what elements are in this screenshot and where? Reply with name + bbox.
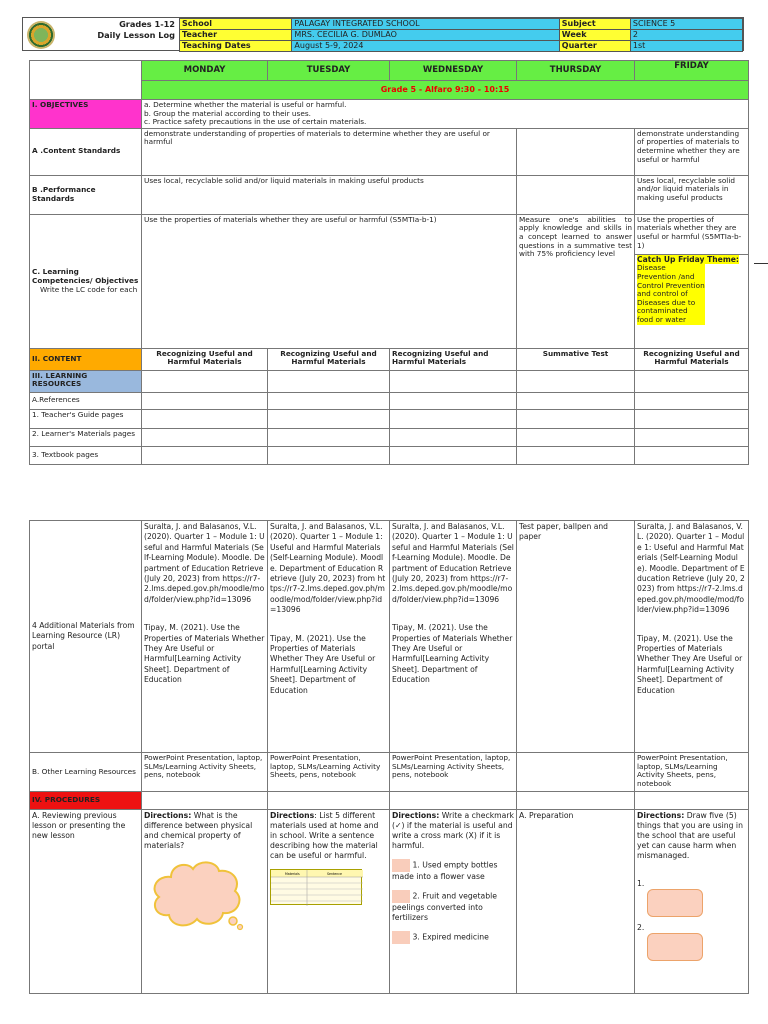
- lr-wednesday: [390, 370, 517, 392]
- competencies-text: Use the properties of materials whether they are useful or harmful (S5MTIa-b-1): [142, 214, 517, 348]
- tg-wednesday: [390, 409, 517, 428]
- ref-tipay-monday: Tipay, M. (2021). Use the Properties of Materials Whether They Are Useful or Harmful[Learning Activity Sheet]. Department of Education: [144, 623, 265, 685]
- content-label: II. CONTENT: [30, 348, 142, 370]
- lm-wednesday: [390, 428, 517, 446]
- competencies-sublabel: Write the LC code for each: [40, 284, 138, 294]
- lesson-log-header: [22, 17, 744, 51]
- content-tuesday: Recognizing Useful and Harmful Materials: [268, 348, 390, 370]
- header-info-table: [179, 18, 743, 52]
- week-value: 2: [630, 30, 742, 41]
- ref-wednesday: [390, 392, 517, 409]
- learners-materials-label: 2. Learner's Materials pages: [30, 428, 142, 446]
- performance-standards-thursday: [517, 175, 635, 214]
- proc-monday: [142, 792, 268, 810]
- table-header-materials: Materials: [285, 872, 300, 876]
- friday-directions-text: Draw five (5) things that you are using in the school that are useful yet can cause harm when mismanaged.: [637, 811, 743, 860]
- answer-box-3[interactable]: [392, 931, 410, 944]
- margin-line: [754, 263, 768, 264]
- content-standards-text: demonstrate understanding of properties of materials to determine whether they are useful or harmful: [142, 128, 517, 175]
- tuesday-directions-title: Directions: [270, 811, 315, 820]
- school-value: PALAGAY INTEGRATED SCHOOL: [292, 19, 559, 30]
- lr-thursday: [517, 370, 635, 392]
- friday-directions-title: Directions:: [637, 811, 685, 820]
- additional-thursday: Test paper, ballpen and paper: [517, 521, 635, 753]
- review-monday: [142, 810, 268, 994]
- lm-tuesday: [268, 428, 390, 446]
- tuesday-directions-text: : List 5 different materials used at home and in school. Write a sentence describing how the material can be useful or harmful.: [270, 811, 379, 860]
- performance-standards-text: Uses local, recyclable solid and/or liquid materials in making useful products: [142, 175, 517, 214]
- quarter-label: Quarter: [559, 41, 630, 52]
- drawing-box-2[interactable]: [647, 933, 703, 961]
- content-standards-thursday: [517, 128, 635, 175]
- additional-materials-label: 4 Additional Materials from Learning Resource (LR) portal: [30, 521, 142, 753]
- ref-suralta-tuesday: Suralta, J. and Balasanos, V.L. (2020). Quarter 1 – Module 1: Useful and Harmful Materials (Self-Learning Module). Moodle. Department of Education Retrieve (July 20, 2023) from https://r7-2.lms.deped.gov.ph/moodle/mod/folder/view.php?id=13096: [270, 522, 386, 615]
- performance-standards-friday: Uses local, recyclable solid and/or liquid materials in making useful products: [635, 175, 749, 214]
- catch-up-body: Disease Prevention /and Control Prevention and control of Diseases due to contaminated food or water: [637, 263, 705, 324]
- content-standards-friday: demonstrate understanding of properties of materials to determine whether they are useful or harmful: [635, 128, 749, 175]
- objectives-label: I. OBJECTIVES: [30, 100, 142, 129]
- activity-table-thumbnail: [270, 869, 362, 905]
- teacher-value: MRS. CECILIA G. DUMLAO: [292, 30, 559, 41]
- tb-wednesday: [390, 446, 517, 464]
- day-friday: FRIDAY: [635, 61, 749, 81]
- checklist-item-1-text: 1. Used empty bottles made into a flower vase: [392, 860, 498, 881]
- textbook-pages-label: 3. Textbook pages: [30, 446, 142, 464]
- tg-thursday: [517, 409, 635, 428]
- checklist-item-1: [392, 859, 514, 882]
- content-monday: Recognizing Useful and Harmful Materials: [142, 348, 268, 370]
- grades-label: Grades 1-12: [119, 19, 175, 29]
- ref-tipay-wednesday: Tipay, M. (2021). Use the Properties of Materials Whether They Are Useful or Harmful[Learning Activity Sheet]. Department of Education: [392, 623, 513, 685]
- catch-up-friday: [635, 255, 748, 326]
- tg-monday: [142, 409, 268, 428]
- ref-monday: [142, 392, 268, 409]
- competencies-thursday: Measure one's abilities to apply knowledge and skills in a concept learned to answer questions in a summative test with 75% proficiency level: [517, 214, 635, 348]
- competencies-friday-cell: [635, 214, 749, 348]
- lm-monday: [142, 428, 268, 446]
- additional-wednesday: [390, 521, 517, 753]
- drawing-slot-1-number: 1.: [637, 879, 645, 888]
- lr-friday: [635, 370, 749, 392]
- tb-friday: [635, 446, 749, 464]
- competencies-friday: Use the properties of materials whether they are useful or harmful (S5MTIa-b-1): [635, 215, 748, 255]
- review-tuesday: [268, 810, 390, 994]
- table-header-sentence: Sentence: [327, 872, 342, 876]
- teaching-dates-label: Teaching Dates: [180, 41, 292, 52]
- answer-box-1[interactable]: [392, 859, 410, 872]
- learning-resources-label: III. LEARNING RESOURCES: [30, 370, 142, 392]
- monday-directions-title: Directions:: [144, 811, 192, 820]
- quarter-value: 1st: [630, 41, 742, 52]
- review-lesson-label: A. Reviewing previous lesson or presenting the new lesson: [30, 810, 142, 994]
- content-friday: Recognizing Useful and Harmful Materials: [635, 348, 749, 370]
- drawing-slot-1: [637, 879, 746, 917]
- drawing-slot-2: [637, 923, 746, 961]
- checklist-item-2-text: 2. Fruit and vegetable peelings converted into fertilizers: [392, 891, 497, 922]
- content-standards-label: A .Content Standards: [30, 128, 142, 175]
- week-label: Week: [559, 30, 630, 41]
- grade-schedule: Grade 5 - Alfaro 9:30 - 10:15: [142, 81, 749, 100]
- teachers-guide-label: 1. Teacher's Guide pages: [30, 409, 142, 428]
- teacher-label: Teacher: [180, 30, 292, 41]
- activity-table-grid: [271, 870, 363, 906]
- ref-tipay-tuesday: Tipay, M. (2021). Use the Properties of Materials Whether They Are Useful or Harmful[Learning Activity Sheet]. Department of Education: [270, 633, 376, 695]
- ref-suralta-friday: Suralta, J. and Balasanos, V.L. (2020). Quarter 1 – Module 1: Useful and Harmful Materials (Self-Learning Module). Moodle. Department of Education Retrieve (July 20, 2023) from https://r7-2.lms.deped.gov.ph/moodle/mod/folder/view.php?id=13096: [637, 522, 745, 615]
- checklist-item-3-text: 3. Expired medicine: [412, 932, 489, 942]
- proc-wednesday: [390, 792, 517, 810]
- day-tuesday: TUESDAY: [268, 61, 390, 81]
- drawing-box-1[interactable]: [647, 889, 703, 917]
- corner-cell: [30, 61, 142, 100]
- answer-box-2[interactable]: [392, 890, 410, 903]
- review-thursday: A. Preparation: [517, 810, 635, 994]
- ref-thursday: [517, 392, 635, 409]
- additional-tuesday: [268, 521, 390, 753]
- lm-thursday: [517, 428, 635, 446]
- lesson-plan-table-page1: [29, 60, 749, 465]
- checklist-item-3: [392, 931, 514, 944]
- drawing-slot-2-number: 2.: [637, 923, 645, 932]
- additional-monday: [142, 521, 268, 753]
- procedures-label: IV. PROCEDURES: [30, 792, 142, 810]
- tb-tuesday: [268, 446, 390, 464]
- ref-suralta-monday: Suralta, J. and Balasanos, V.L. (2020). Quarter 1 – Module 1: Useful and Harmful Materials (Self-Learning Module). Moodle. Department of Education Retrieve (July 20, 2023) from https://r7-2.lms.deped.gov.ph/moodle/mod/folder/view.php?id=13096: [144, 522, 265, 604]
- checklist-item-2: [392, 890, 514, 923]
- daily-lesson-log-label: Daily Lesson Log: [97, 29, 175, 40]
- review-wednesday: [390, 810, 517, 994]
- ref-tuesday: [268, 392, 390, 409]
- proc-thursday: [517, 792, 635, 810]
- other-resources-thursday: [517, 753, 635, 792]
- subject-value: SCIENCE 5: [630, 19, 742, 30]
- lm-friday: [635, 428, 749, 446]
- school-label: School: [180, 19, 292, 30]
- lr-monday: [142, 370, 268, 392]
- ref-suralta-wednesday: Suralta, J. and Balasanos, V.L. (2020). Quarter 1 – Module 1: Useful and Harmful Materials (Self-Learning Module). Moodle. Department of Education Retrieve (July 20, 2023) from https://r7-2.lms.deped.gov.ph/moodle/mod/folder/view.php?id=13096: [392, 522, 514, 604]
- other-resources-wednesday: PowerPoint Presentation, laptop, SLMs/Learning Activity Sheets, pens, notebook: [390, 753, 517, 792]
- day-monday: MONDAY: [142, 61, 268, 81]
- other-resources-tuesday: PowerPoint Presentation, laptop, SLMs/Learning Activity Sheets, pens, notebook: [268, 753, 390, 792]
- thought-cloud-icon: [149, 857, 245, 927]
- proc-friday: [635, 792, 749, 810]
- lr-tuesday: [268, 370, 390, 392]
- review-friday: [635, 810, 749, 994]
- references-label: A.References: [30, 392, 142, 409]
- day-wednesday: WEDNESDAY: [390, 61, 517, 81]
- competencies-label-cell: [30, 214, 142, 348]
- ref-tipay-friday: Tipay, M. (2021). Use the Properties of Materials Whether They Are Useful or Harmful[Learning Activity Sheet]. Department of Education: [637, 633, 743, 695]
- tg-tuesday: [268, 409, 390, 428]
- performance-standards-label: B .Performance Standards: [30, 175, 142, 214]
- teaching-dates-value: August 5-9, 2024: [292, 41, 559, 52]
- header-title: [58, 18, 178, 51]
- competencies-label: C. Learning Competencies/ Objectives: [32, 267, 139, 285]
- subject-label: Subject: [559, 19, 630, 30]
- catch-up-title: Catch Up Friday Theme:: [637, 254, 739, 264]
- tb-thursday: [517, 446, 635, 464]
- ref-friday: [635, 392, 749, 409]
- content-thursday: Summative Test: [517, 348, 635, 370]
- tg-friday: [635, 409, 749, 428]
- other-resources-label: B. Other Learning Resources: [30, 753, 142, 792]
- lesson-plan-table-page2: [29, 520, 749, 994]
- monday-directions-text: What is the difference between physical and chemical property of materials?: [144, 811, 253, 850]
- other-resources-monday: PowerPoint Presentation, laptop, SLMs/Learning Activity Sheets, pens, notebook: [142, 753, 268, 792]
- content-wednesday: Recognizing Useful and Harmful Materials: [390, 348, 517, 370]
- day-thursday: THURSDAY: [517, 61, 635, 81]
- tb-monday: [142, 446, 268, 464]
- objectives-text: a. Determine whether the material is useful or harmful. b. Group the material according to their uses. c. Practice safety precautions in the use of certain materials.: [142, 100, 749, 129]
- other-resources-friday: PowerPoint Presentation, laptop, SLMs/Learning Activity Sheets, pens, notebook: [635, 753, 749, 792]
- wednesday-directions-text: Write a checkmark (✓) if the material is useful and write a cross mark (X) if it is harmful.: [392, 811, 514, 850]
- school-seal-icon: [27, 21, 55, 49]
- proc-tuesday: [268, 792, 390, 810]
- additional-friday: [635, 521, 749, 753]
- wednesday-directions-title: Directions:: [392, 811, 440, 820]
